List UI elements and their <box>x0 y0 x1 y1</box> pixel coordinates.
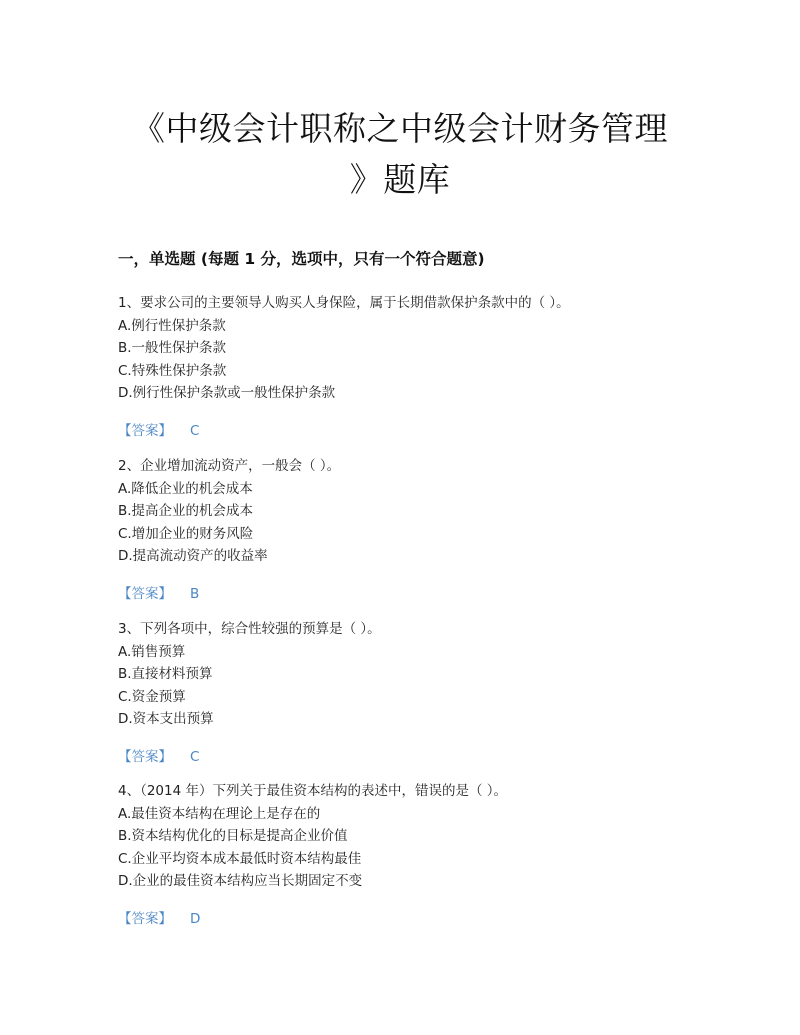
option-c: C.增加企业的财务风险 <box>118 525 254 542</box>
answer-line <box>118 420 738 442</box>
option-a: A.降低企业的机会成本 <box>118 480 253 497</box>
question-stem: 3、下列各项中，综合性较强的预算是（ ）。 <box>118 621 381 637</box>
answer-line <box>118 583 738 605</box>
option-a: A.最佳资本结构在理论上是存在的 <box>118 805 321 822</box>
option-c: C.企业平均资本成本最低时资本结构最佳 <box>118 850 362 867</box>
answer-value: B <box>190 585 200 602</box>
option-a: A.例行性保护条款 <box>118 317 226 334</box>
answer-value: C <box>190 748 200 765</box>
question-2 <box>118 455 738 605</box>
option-d: D.资本支出预算 <box>118 711 214 728</box>
answer-label: 【答案】 <box>118 748 172 765</box>
question-stem: 2、企业增加流动资产，一般会（ ）。 <box>118 458 341 474</box>
answer-line <box>118 746 738 768</box>
answer-label: 【答案】 <box>118 585 172 602</box>
document-title-line-2: 》题库 <box>349 160 451 199</box>
option-b: B.直接材料预算 <box>118 666 213 683</box>
option-b: B.一般性保护条款 <box>118 340 227 357</box>
question-stem: 4、（2014 年）下列关于最佳资本结构的表述中，错误的是（ ）。 <box>118 783 508 799</box>
option-c: C.资金预算 <box>118 688 186 705</box>
option-d: D.提高流动资产的收益率 <box>118 548 268 565</box>
question-3 <box>118 618 738 768</box>
question-stem: 1、要求公司的主要领导人购买人身保险，属于长期借款保护条款中的（ ）。 <box>118 295 570 311</box>
answer-value: D <box>190 910 201 927</box>
answer-label: 【答案】 <box>118 910 172 927</box>
answer-label: 【答案】 <box>118 422 172 439</box>
option-b: B.资本结构优化的目标是提高企业价值 <box>118 828 348 845</box>
question-4 <box>118 780 738 930</box>
option-b: B.提高企业的机会成本 <box>118 503 254 520</box>
option-a: A.销售预算 <box>118 643 186 660</box>
section-heading: 一，单选题 (每题 1 分，选项中，只有一个符合题意) <box>118 250 485 268</box>
answer-value: C <box>190 422 200 439</box>
option-d: D.企业的最佳资本结构应当长期固定不变 <box>118 873 363 890</box>
answer-line <box>118 908 738 930</box>
option-c: C.特殊性保护条款 <box>118 362 227 379</box>
option-d: D.例行性保护条款或一般性保护条款 <box>118 385 336 402</box>
document-title-line-1: 《中级会计职称之中级会计财务管理 <box>132 109 668 148</box>
question-1 <box>118 292 738 442</box>
